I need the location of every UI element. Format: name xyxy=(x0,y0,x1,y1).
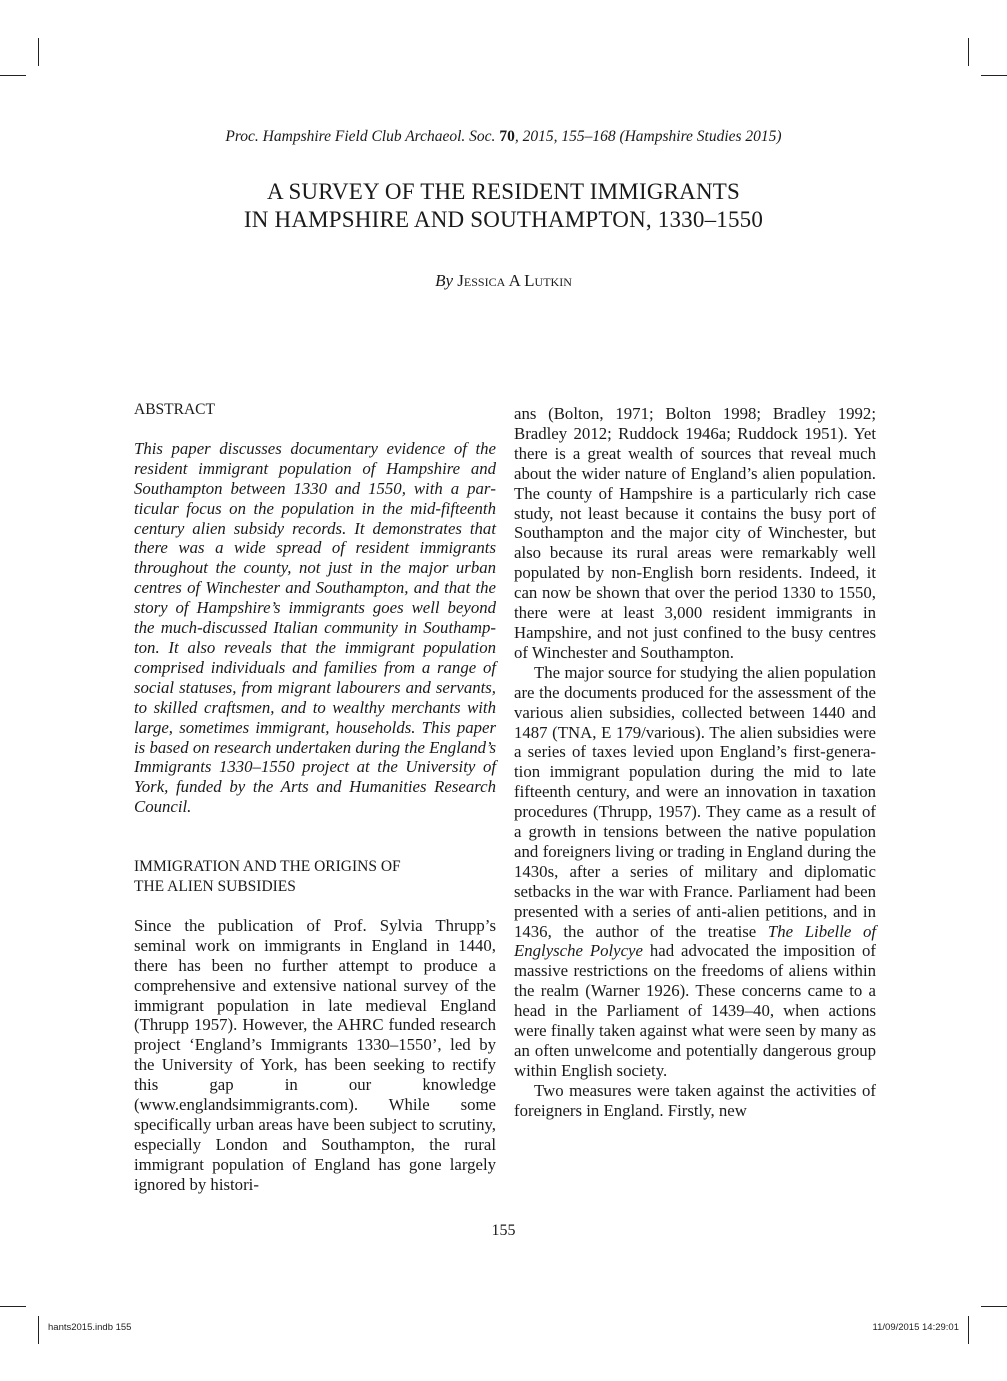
slug-file: hants2015.indb 155 xyxy=(48,1322,132,1333)
byline-prefix: By xyxy=(435,271,454,290)
crop-mark xyxy=(0,1306,26,1307)
paragraph-text: The major source for studying the alien population are the documents produced for the assessment of the various alien subsidies, collected between 1440 and 1487 (TNA, E 179/various). The alien subsidies were a series of taxes levied upon England’s first-generation immigrant population during the mid to late fifteenth century, and were an innovation in taxation procedures (Thrupp, 1957). They came as a result of a growth in tensions between the native population and foreigners living or trading in England during the 1430s, after a series of military and diplomatic setbacks in the war with France. Parliament had been presented with a series of anti-alien petitions, and in 1436, the author of the treatise xyxy=(514,662,876,941)
section-heading-line: IMMIGRATION AND THE ORIGINS OF xyxy=(134,858,401,876)
crop-mark xyxy=(38,38,39,66)
body-paragraph xyxy=(514,663,876,1081)
journal-citation: Proc. Hampshire Field Club Archaeol. Soc. xyxy=(225,128,500,145)
article-title xyxy=(0,178,1007,234)
abstract-text: This paper discusses documentary evidence of the resident immigrant population of Hampshire and Southampton between 1330 and 1550, with a particular focus on the population in the mid-fifteenth century alien subsidy records. It demonstrates that there was a wide spread of resident immigrants throughout the county, not just in the major urban centres of Winchester and Southampton, and that the story of Hampshire’s immigrants goes well beyond the much-discussed Italian community in Southampton. It also reveals that the immigrant population comprised individuals and families from a range of social statuses, from migrant labourers and servants, to skilled craftsmen, and to wealthy merchants with large, sometimes immigrant, households. This paper is based on research undertaken during the England’s Immigrants 1330–1550 project at the University of York, funded by the Arts and Humanities Research Council. xyxy=(134,438,496,817)
body-paragraph: Two measures were taken against the activities of foreigners in England. Firstly, new xyxy=(514,1080,876,1120)
title-line: A SURVEY OF THE RESIDENT IMMIGRANTS xyxy=(266,179,741,204)
section-heading xyxy=(134,857,496,897)
paragraph-text: had advocated the imposition of massive restrictions on the freedoms of aliens within the realm (Warner 1926). These concerns came to a head in the Parliament of 1439–40, when actions were finally taken against what were seen by many as an often unwelcome and potentially dangerous group within English society. xyxy=(514,941,876,1080)
citation-pages: , 2015, 155–168 (Hampshire Studies 2015) xyxy=(514,128,782,145)
left-column xyxy=(134,400,496,1195)
title-line: IN HAMPSHIRE AND SOUTHAMPTON, 1330–1550 xyxy=(243,207,764,232)
crop-mark xyxy=(981,75,1007,76)
page-number: 155 xyxy=(491,1222,516,1239)
author-name: Jessica A Lutkin xyxy=(457,271,572,290)
slug-timestamp: 11/09/2015 14:29:01 xyxy=(872,1322,959,1333)
crop-mark xyxy=(981,1306,1007,1307)
byline xyxy=(0,271,1007,291)
treatise-title: The Libelle of Englysche Polycye xyxy=(514,921,876,961)
body-paragraph: ans (Bolton, 1971; Bolton 1998; Bradley 1992; Bradley 2012; Ruddock 1946a; Ruddock 1951). Yet there is a great wealth of sources that reveal much about the wider nature of England’s alien population. The county of Hampshire is a particularly rich case study, not least because it contains the busy port of Southampton and the major city of Winchester, but also because its rural areas were remarkably well populated by non-English born residents. Indeed, it can now be shown that over the period 1330 to 1550, there were at least 3,000 resident immigrants in Hampshire, and not just confined to the busy centres of Winchester and Southampton. xyxy=(514,404,876,662)
running-head xyxy=(0,128,1007,146)
right-column xyxy=(514,404,876,1121)
body-paragraph: Since the publication of Prof. Sylvia Thrupp’s seminal work on immigrants in England in 1440, there has been no further attempt to produce a comprehensive and extensive national survey of the immigrant population in late medieval England (Thrupp 1957). However, the AHRC funded research project ‘England’s Immigrants 1330–1550’, led by the University of York, has been seeking to rectify this gap in our knowledge (www.englandsimmigrants.com). While some specifically urban areas have been subject to scrutiny, especially London and Southampton, the rural immigrant population of England has gone largely ignored by histori- xyxy=(134,915,496,1194)
crop-mark xyxy=(968,1316,969,1344)
crop-mark xyxy=(968,38,969,66)
crop-mark xyxy=(38,1316,39,1344)
crop-mark xyxy=(0,75,26,76)
section-heading-line: THE ALIEN SUBSIDIES xyxy=(134,878,296,896)
abstract-heading: ABSTRACT xyxy=(134,401,215,418)
volume-number: 70 xyxy=(499,128,515,145)
